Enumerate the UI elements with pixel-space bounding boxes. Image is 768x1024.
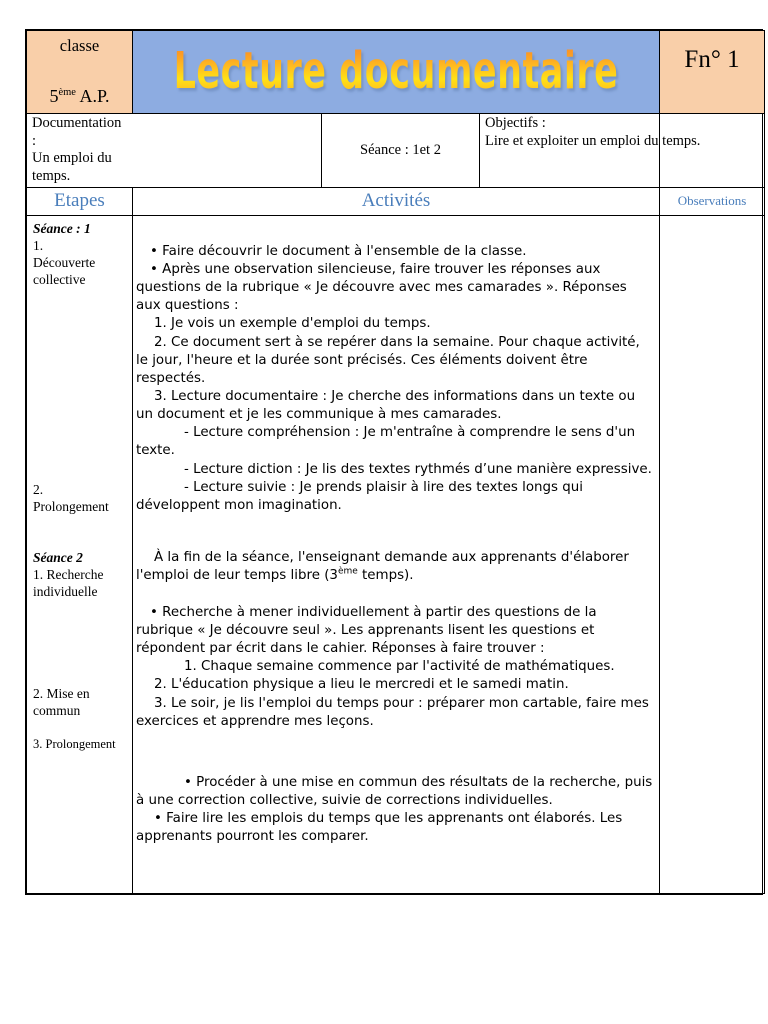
stage-1-item-2: collective: [33, 272, 86, 288]
meta-middle-cell: [133, 114, 701, 188]
documentation-value: Un emploi du temps.: [32, 150, 112, 185]
activites-column: [133, 215, 660, 893]
classe-cell: [27, 31, 133, 114]
activites-block-1: [136, 243, 655, 515]
classe-level: [27, 86, 132, 107]
column-heading-activites: Activités: [133, 187, 660, 215]
activites-b4-line-0: • Procéder à une mise en commun des résultats de la recherche, puis à une correction collective, suivie de corrections individuelles.: [136, 774, 653, 808]
stage-4-item-0: 2. Mise en: [33, 685, 90, 701]
classe-level-suffix: A.P.: [79, 86, 110, 106]
activites-b1-line-4: 3. Lecture documentaire : Je cherche des informations dans un texte ou un document et je les communique à mes camarades.: [136, 389, 636, 423]
stage-block-4: [33, 685, 129, 719]
stage-4-item-1: commun: [33, 702, 81, 718]
activites-block-4: [136, 774, 655, 847]
etapes-column: [27, 215, 133, 893]
seance-cell: Séance : 1et 2: [322, 114, 480, 187]
column-heading-observations: Observations: [660, 187, 765, 215]
activites-b1-line-5: - Lecture compréhension : Je m'entraîne à comprendre le sens d'un texte.: [136, 425, 636, 459]
column-heading-etapes: Etapes: [27, 187, 133, 215]
objectifs-value: Lire et exploiter un emploi du temps.: [485, 132, 701, 149]
classe-level-number: 5: [49, 86, 59, 106]
title-banner-cell: [133, 31, 660, 114]
stage-1-item-1: Découverte: [33, 255, 96, 271]
activites-b1-line-7: - Lecture suivie : Je prends plaisir à lire des textes longs qui développent mon imagination.: [136, 479, 583, 513]
stage-3-item-0: 1. Recherche: [33, 566, 104, 582]
stage-block-1: [33, 220, 129, 289]
classe-label: classe: [59, 36, 100, 55]
documentation-cell: [27, 114, 133, 188]
meta-observations-cell: [660, 114, 765, 188]
stage-5-item-0: 3. Prolongement: [33, 736, 116, 751]
document-title: Lecture documentaire: [133, 43, 659, 101]
stage-1-item-0: 1.: [33, 237, 44, 253]
activites-b1-line-0: • Faire découvrir le document à l'ensemble de la classe.: [150, 243, 527, 259]
fiche-number-cell: [660, 31, 765, 114]
classe-level-ordinal: ème: [58, 87, 76, 98]
lesson-plan-table: [26, 30, 765, 894]
stage-1-title: Séance : 1: [33, 220, 91, 236]
fiche-number: Fn° 1: [684, 46, 740, 73]
stage-3-item-1: individuelle: [33, 584, 98, 600]
activites-b3-line-1: 1. Chaque semaine commence par l'activité de mathématiques.: [184, 659, 615, 675]
meta-row: [27, 114, 765, 188]
activites-b2-text: À la fin de la séance, l'enseignant demande aux apprenants d'élaborer l'emploi de leur temps libre (3: [136, 549, 629, 583]
activites-b4-line-1: • Faire lire les emplois du temps que les apprenants ont élaborés. Les apprenants pourront les comparer.: [136, 811, 623, 845]
stage-block-3: [33, 549, 129, 600]
activites-block-2: [136, 549, 655, 585]
stage-3-title: Séance 2: [33, 549, 83, 565]
stage-2-item-0: 2.: [33, 481, 44, 497]
activites-b1-line-2: 1. Je vois un exemple d'emploi du temps.: [154, 316, 431, 332]
activites-b3-line-0: • Recherche à mener individuellement à partir des questions de la rubrique « Je découvre seul ». Les apprenants lisent les questions et répondent par écrit dans le cahier. Réponses à faire trouver :: [136, 604, 597, 657]
documentation-spacer: [133, 114, 322, 187]
column-headings-row: [27, 187, 765, 215]
lesson-plan-sheet: [25, 29, 763, 895]
documentation-label: Documentation :: [32, 115, 122, 149]
activites-b1-line-3: 2. Ce document sert à se repérer dans la semaine. Pour chaque activité, le jour, l'heure et la durée sont précisés. Ces éléments doivent être respectés.: [136, 334, 640, 386]
activites-b1-line-6: - Lecture diction : Je lis des textes rythmés d’une manière expressive.: [184, 461, 652, 477]
activites-b3-line-2: 2. L'éducation physique a lieu le mercredi et le samedi matin.: [154, 677, 569, 693]
objectifs-cell: [480, 114, 701, 187]
observations-column: [660, 215, 765, 893]
objectifs-label: Objectifs :: [485, 115, 546, 131]
body-row: [27, 215, 765, 893]
activites-b2-line: [136, 549, 655, 585]
banner-row: [27, 31, 765, 114]
activites-b1-line-1: • Après une observation silencieuse, faire trouver les réponses aux questions de la rubrique « Je découvre avec mes camarades ». Réponses aux questions :: [136, 261, 627, 314]
stage-block-5: [33, 737, 129, 753]
activites-b3-line-3: 3. Le soir, je lis l'emploi du temps pour : préparer mon cartable, faire mes exercices et apprendre mes leçons.: [136, 695, 649, 729]
activites-b2-tail: temps).: [357, 567, 414, 583]
activites-block-3: [136, 604, 655, 731]
stage-block-2: [33, 481, 129, 515]
stage-2-item-1: Prolongement: [33, 498, 109, 514]
activites-b2-ordinal: ème: [337, 566, 358, 577]
